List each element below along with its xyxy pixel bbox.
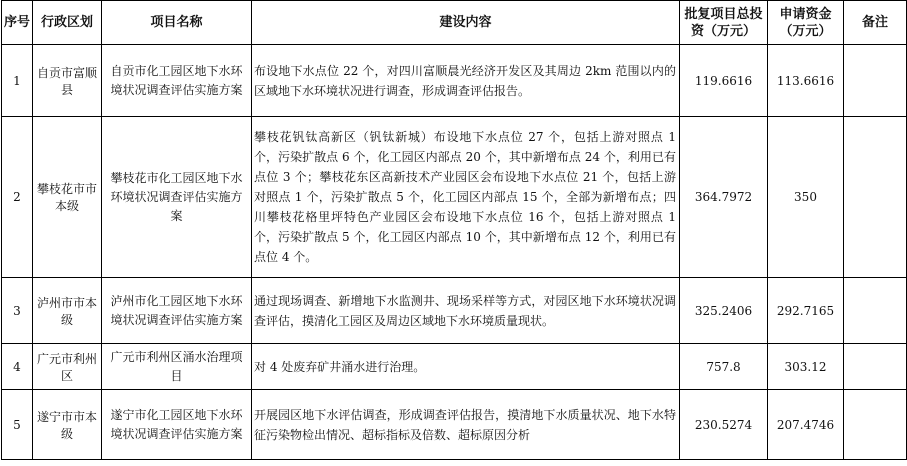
- cell-seq: 2: [2, 117, 33, 278]
- cell-region: 攀枝花市市本级: [33, 117, 102, 278]
- cell-region: 遂宁市市本级: [33, 390, 102, 460]
- cell-applied: 303.12: [768, 344, 844, 390]
- cell-seq: 1: [2, 45, 33, 117]
- cell-approved: 757.8: [680, 344, 768, 390]
- cell-remark: [844, 390, 907, 460]
- cell-approved: 325.2406: [680, 278, 768, 344]
- cell-content: 攀枝花钒钛高新区（钒钛新城）布设地下水点位 27 个，包括上游对照点 1 个，污染扩散点 6 个，化工园区内部点 20 个，其中新增布点 24 个，利用已有点位 3 个；攀枝花东区高新技术产业园区会布设地下水点位 21 个，包括上游对照点 1 个，污染扩散点 5 个，化工园区内部点 15 个，全部为新增布点；四川攀枝花格里坪特色产业园区会布设地下水点位 16 个，包括上游对照点 1 个，污染扩散点 5 个，化工园区内部点 10 个，其中新增布点 12 个，利用已有点位 4 个。: [252, 117, 680, 278]
- cell-applied: 113.6616: [768, 45, 844, 117]
- table-row: [2, 278, 907, 344]
- header-seq: 序号: [2, 1, 33, 45]
- cell-content: 布设地下水点位 22 个，对四川富顺晨光经济开发区及其周边 2km 范围以内的区域地下水环境状况进行调查，形成调查评估报告。: [252, 45, 680, 117]
- cell-remark: [844, 278, 907, 344]
- cell-applied: 350: [768, 117, 844, 278]
- investment-table: [1, 0, 907, 460]
- table-row: [2, 117, 907, 278]
- table-row: [2, 344, 907, 390]
- header-project: 项目名称: [102, 1, 252, 45]
- header-remark: 备注: [844, 1, 907, 45]
- cell-region: 泸州市市本级: [33, 278, 102, 344]
- cell-remark: [844, 344, 907, 390]
- cell-seq: 5: [2, 390, 33, 460]
- cell-project: 广元市利州区涌水治理项目: [102, 344, 252, 390]
- header-region: 行政区划: [33, 1, 102, 45]
- cell-region: 广元市利州区: [33, 344, 102, 390]
- cell-content: 对 4 处废弃矿井涌水进行治理。: [252, 344, 680, 390]
- cell-approved: 364.7972: [680, 117, 768, 278]
- cell-seq: 3: [2, 278, 33, 344]
- cell-project: 自贡市化工园区地下水环境状况调查评估实施方案: [102, 45, 252, 117]
- cell-content: 开展园区地下水评估调查，形成调查评估报告，摸清地下水质量状况、地下水特征污染物检出情况、超标指标及倍数、超标原因分析: [252, 390, 680, 460]
- cell-project: 泸州市化工园区地下水环境状况调查评估实施方案: [102, 278, 252, 344]
- cell-remark: [844, 45, 907, 117]
- header-row: [2, 1, 907, 45]
- header-applied: 申请资金（万元）: [768, 1, 844, 45]
- cell-seq: 4: [2, 344, 33, 390]
- cell-remark: [844, 117, 907, 278]
- cell-project: 攀枝花市化工园区地下水环境状况调查评估实施方案: [102, 117, 252, 278]
- table-row: [2, 390, 907, 460]
- header-approved: 批复项目总投资（万元）: [680, 1, 768, 45]
- cell-region: 自贡市富顺县: [33, 45, 102, 117]
- cell-applied: 207.4746: [768, 390, 844, 460]
- cell-applied: 292.7165: [768, 278, 844, 344]
- cell-approved: 119.6616: [680, 45, 768, 117]
- table-row: [2, 45, 907, 117]
- cell-content: 通过现场调查、新增地下水监测井、现场采样等方式，对园区地下水环境状况调查评估，摸清化工园区及周边区域地下水环境质量现状。: [252, 278, 680, 344]
- header-content: 建设内容: [252, 1, 680, 45]
- cell-project: 遂宁市化工园区地下水环境状况调查评估实施方案: [102, 390, 252, 460]
- cell-approved: 230.5274: [680, 390, 768, 460]
